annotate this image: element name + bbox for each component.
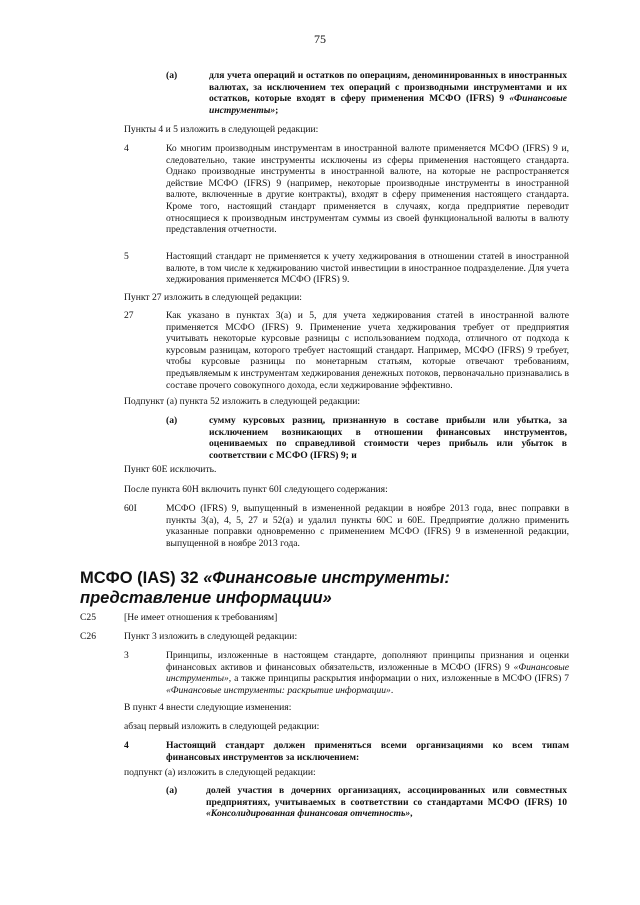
c25-number: C25 [80, 612, 96, 623]
paragraph-3-end: . [390, 684, 394, 696]
paragraph-5-number: 5 [124, 251, 129, 262]
paragraph-52a-text: сумму курсовых разниц, признанную в составе прибыли или убытка, за исключением возникающих в отношении финансовых инструментов, оцениваемых по справедливой стоимости через прибыль или убыток в соответствии с МСФО (IFRS) 9; и [209, 415, 567, 461]
paragraph-4b-number: 4 [124, 740, 129, 751]
paragraph-4a-text [206, 785, 567, 820]
paragraph-3-ifrs9-title: «Финансовые инструменты» [166, 661, 569, 685]
instruction-7: абзац первый изложить в следующей редакции: [124, 721, 320, 732]
paragraph-60i-number: 60I [124, 503, 137, 514]
paragraph-27-text: Как указано в пунктах 3(a) и 5, для учета хеджирования статей в иностранной валюте применяется МСФО (IFRS) 9. Применение учета хеджирования требует от предприятия учитывать некоторые курсовые разницы с использованием подхода, отличного от подхода к курсовым разницам, которого требует настоящий стандарт. Например, МСФО (IFRS) 9 требует, чтобы курсовые разницы по монетарным статьям, которые отвечают требованиям, предъявляемым к инструментам хеджирования денежных потоков, первоначально признавались в составе прочего совокупного дохода, если хеджирование эффективно. [166, 310, 569, 391]
paragraph-4a-title: «Консолидированная финансовая отчетность» [206, 808, 411, 820]
section-heading-code: МСФО (IAS) 32 [80, 569, 204, 587]
section-heading [80, 568, 550, 608]
instruction-3: Подпункт (a) пункта 52 изложить в следующей редакции: [124, 396, 361, 407]
paragraph-3-text [166, 650, 569, 696]
c26-number: C26 [80, 631, 96, 642]
paragraph-4a-part-a: долей участия в дочерних организациях, ассоциированных или совместных предприятиях, учитываемых в соответствии со стандартами МСФО (IFRS) 10 [206, 785, 567, 808]
paragraph-a-text: для учета операций и остатков по операциям, деноминированных в иностранных валютах, за исключением тех операций с производными инструментами и их остатков, которые входят в сферу применения МСФО (IFRS) 9 [209, 70, 567, 105]
paragraph-5-text: Настоящий стандарт не применяется к учету хеджирования в отношении статей в иностранной валюте, в том числе к хеджированию чистой инвестиции в иностранное подразделение. Для учета хеджирования применяется МСФО (IFRS) 9. [166, 251, 569, 286]
paragraph-4a-label: (a) [166, 785, 178, 796]
paragraph-3-ifrs7-title: «Финансовые инструменты: раскрытие информации» [166, 684, 391, 696]
paragraph-60i-text: МСФО (IFRS) 9, выпущенный в измененной редакции в ноябре 2013 года, внес поправки в пункты 3(a), 4, 5, 27 и 52(a) и удалил пункты 60C и 60E. Предприятие должно применить указанные поправки одновременно с применением МСФО (IFRS) 9 в измененной редакции, выпущенной в ноябре 2013 года. [166, 503, 569, 549]
c26-text: Пункт 3 изложить в следующей редакции: [124, 631, 298, 642]
instruction-6: В пункт 4 внести следующие изменения: [124, 702, 292, 713]
paragraph-a-currency [209, 70, 567, 116]
paragraph-27-number: 27 [124, 310, 134, 321]
section-heading-title: «Финансовые инструменты: представление информации» [80, 569, 450, 607]
c25-text: [Не имеет отношения к требованиям] [124, 612, 278, 623]
paragraph-4-text: Ко многим производным инструментам в иностранной валюте применяется МСФО (IFRS) 9 и, следовательно, такие инструменты исключены из сферы применения настоящего стандарта. Однако производные инструменты в иностранной валюте, на которые не распространяется действие МСФО (IFRS) 9 (например, некоторые производные инструменты в иностранной валюте, включенные в другие контракты), входят в сферу применения настоящего стандарта. Кроме того, настоящий стандарт применяется в случаях, когда предприятие переводит относящиеся к производным инструментам суммы из своей функциональной валюты в валюту представления отчетности. [166, 143, 569, 236]
paragraph-a-end: ; [275, 104, 279, 116]
instruction-2: Пункт 27 изложить в следующей редакции: [124, 292, 302, 303]
item-label-a: (a) [166, 70, 178, 81]
paragraph-3-part-c: , а также принципы раскрытия информации о них, изложенные в МСФО (IFRS) 7 [228, 673, 569, 685]
paragraph-4a-end: , [410, 808, 413, 820]
paragraph-3-part-a: Принципы, изложенные в настоящем стандарте, дополняют принципы признания и оценки финансовых активов и финансовых обязательств, изложенные в МСФО (IFRS) 9 [166, 650, 569, 673]
paragraph-a-title: «Финансовые инструменты» [209, 93, 567, 116]
page-number: 75 [314, 32, 326, 46]
instruction-1: Пункты 4 и 5 изложить в следующей редакции: [124, 124, 319, 135]
paragraph-4-number: 4 [124, 143, 129, 154]
instruction-5: После пункта 60H включить пункт 60I следующего содержания: [124, 484, 388, 495]
instruction-4: Пункт 60E исключить. [124, 464, 217, 475]
instruction-8: подпункт (a) изложить в следующей редакции: [124, 767, 316, 778]
paragraph-3-number: 3 [124, 650, 129, 661]
paragraph-4b-text: Настоящий стандарт должен применяться всеми организациями ко всем типам финансовых инструментов за исключением: [166, 740, 569, 763]
paragraph-52a-label: (a) [166, 415, 178, 426]
